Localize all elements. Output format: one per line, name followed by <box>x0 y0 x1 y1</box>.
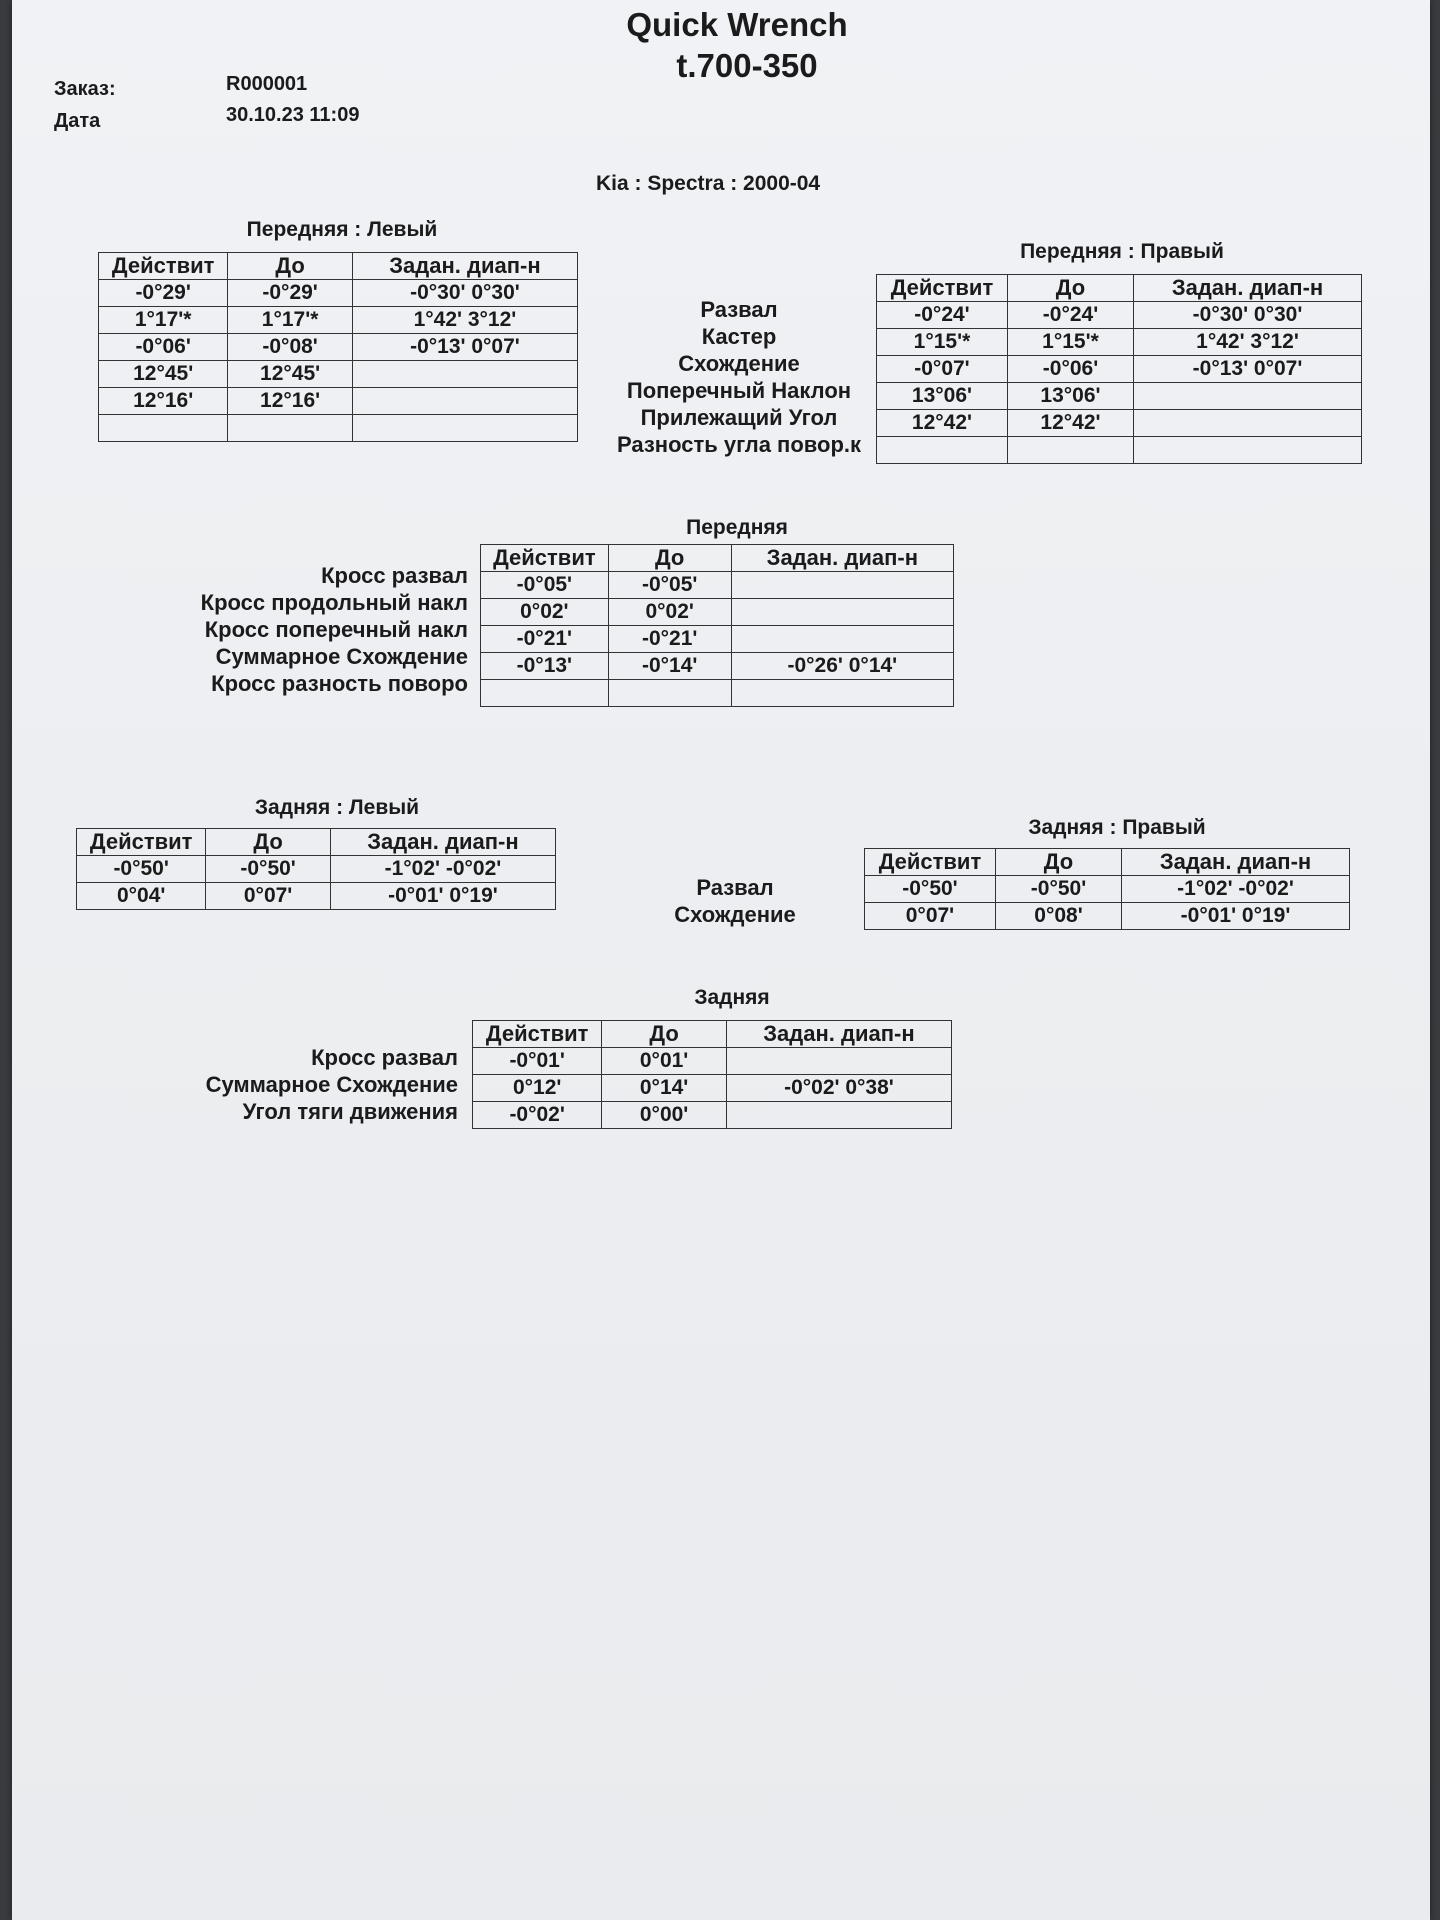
front-labels <box>584 296 894 458</box>
table-cell: 0°04' <box>77 883 206 910</box>
vehicle-info: Kia : Spectra : 2000-04 <box>596 172 821 195</box>
column-header-before: До <box>602 1021 727 1048</box>
table-cell <box>731 626 953 653</box>
table-cell: 12°42' <box>1007 410 1133 437</box>
table-cell: -0°21' <box>608 626 731 653</box>
column-header-before: До <box>206 829 331 856</box>
table-cell: 12°45' <box>228 361 353 388</box>
table-cell: 1°17'* <box>228 307 353 334</box>
front-cross-labels <box>152 562 468 697</box>
table-cell <box>481 680 609 707</box>
table-cell: -0°21' <box>481 626 609 653</box>
measurement-label: Кросс развал <box>321 563 468 588</box>
table-cell: 0°02' <box>608 599 731 626</box>
table-row <box>473 1102 952 1129</box>
front-cross-title: Передняя <box>686 516 788 539</box>
table-cell: -0°24' <box>1007 302 1133 329</box>
table-cell <box>726 1102 951 1129</box>
rear-cross-table <box>472 1020 952 1129</box>
table-cell: -0°13' 0°07' <box>352 334 577 361</box>
column-header-before: До <box>995 849 1121 876</box>
table-cell <box>228 415 353 442</box>
table-cell: -0°26' 0°14' <box>731 653 953 680</box>
table-cell: 12°16' <box>228 388 353 415</box>
rear-left-table <box>76 828 556 910</box>
table-row <box>865 903 1350 930</box>
measurement-label: Схождение <box>674 902 796 927</box>
column-header-before: До <box>608 545 731 572</box>
table-cell: 12°16' <box>99 388 228 415</box>
table-cell: -0°30' 0°30' <box>352 280 577 307</box>
measurement-label: Суммарное Схождение <box>205 1072 458 1097</box>
column-header-actual: Действит <box>473 1021 602 1048</box>
table-cell: 0°02' <box>481 599 609 626</box>
table-cell: 0°14' <box>602 1075 727 1102</box>
table-cell <box>1007 437 1133 464</box>
table-row <box>99 280 578 307</box>
column-header-before: До <box>1007 275 1133 302</box>
table-cell: -0°29' <box>99 280 228 307</box>
column-header-range: Задан. диап-н <box>731 545 953 572</box>
table-row <box>877 356 1362 383</box>
table-cell <box>352 361 577 388</box>
measurement-label: Разность угла повор.к <box>616 432 862 457</box>
table-cell: 1°42' 3°12' <box>1134 329 1362 356</box>
table-row <box>99 388 578 415</box>
table-cell: 13°06' <box>877 383 1008 410</box>
table-cell: 0°07' <box>865 903 996 930</box>
column-header-actual: Действит <box>77 829 206 856</box>
table-row <box>77 856 556 883</box>
table-cell: -0°50' <box>206 856 331 883</box>
table-row <box>877 329 1362 356</box>
table-cell: 0°01' <box>602 1048 727 1075</box>
title-line-2: t.700-350 <box>676 47 818 84</box>
table-row <box>481 572 954 599</box>
measurement-label: Развал <box>700 297 778 322</box>
rear-cross-labels <box>128 1044 458 1125</box>
table-cell: -0°13' <box>481 653 609 680</box>
table-cell: -0°06' <box>1007 356 1133 383</box>
table-cell <box>731 680 953 707</box>
front-right-table <box>876 274 1362 464</box>
table-cell: -0°01' <box>473 1048 602 1075</box>
table-row <box>473 1048 952 1075</box>
rear-labels <box>620 874 850 928</box>
table-cell <box>99 415 228 442</box>
table-cell: -0°08' <box>228 334 353 361</box>
front-left-title: Передняя : Левый <box>246 218 438 241</box>
table-cell <box>352 388 577 415</box>
measurement-label: Прилежащий Угол <box>640 405 838 430</box>
measurement-label: Схождение <box>678 351 800 376</box>
table-header-row <box>865 849 1350 876</box>
table-cell: -0°30' 0°30' <box>1134 302 1362 329</box>
table-row <box>481 599 954 626</box>
table-row <box>99 334 578 361</box>
rear-right-table <box>864 848 1350 930</box>
table-cell: -1°02' -0°02' <box>1122 876 1350 903</box>
table-cell: 12°42' <box>877 410 1008 437</box>
measurement-label: Кросс разность поворо <box>211 671 468 696</box>
measurement-label: Поперечный Наклон <box>626 378 852 403</box>
table-row <box>99 307 578 334</box>
table-cell: 1°17'* <box>99 307 228 334</box>
measurement-label: Развал <box>696 875 774 900</box>
date-label: Дата <box>54 110 101 132</box>
table-cell <box>1134 437 1362 464</box>
front-left-table <box>98 252 578 442</box>
table-cell: 1°42' 3°12' <box>352 307 577 334</box>
table-cell <box>731 599 953 626</box>
table-cell <box>731 572 953 599</box>
column-header-actual: Действит <box>865 849 996 876</box>
table-header-row <box>481 545 954 572</box>
column-header-range: Задан. диап-н <box>726 1021 951 1048</box>
table-cell: 0°08' <box>995 903 1121 930</box>
order-label: Заказ: <box>54 78 116 100</box>
column-header-actual: Действит <box>877 275 1008 302</box>
table-cell <box>1134 410 1362 437</box>
table-cell <box>352 415 577 442</box>
table-header-row <box>877 275 1362 302</box>
measurement-label: Угол тяги движения <box>242 1099 458 1124</box>
table-cell: -0°29' <box>228 280 353 307</box>
table-row <box>481 626 954 653</box>
table-row <box>99 415 578 442</box>
table-cell <box>877 437 1008 464</box>
rear-left-title: Задняя : Левый <box>254 796 420 819</box>
table-row <box>481 680 954 707</box>
rear-right-title: Задняя : Правый <box>1028 816 1206 839</box>
report-title <box>572 4 902 86</box>
table-row <box>99 361 578 388</box>
column-header-range: Задан. диап-н <box>1134 275 1362 302</box>
column-header-range: Задан. диап-н <box>330 829 555 856</box>
measurement-label: Кастер <box>701 324 777 349</box>
rear-cross-title: Задняя <box>694 986 770 1009</box>
table-cell: -0°50' <box>77 856 206 883</box>
table-cell: -0°50' <box>995 876 1121 903</box>
column-header-range: Задан. диап-н <box>352 253 577 280</box>
table-cell: -0°02' 0°38' <box>726 1075 951 1102</box>
column-header-range: Задан. диап-н <box>1122 849 1350 876</box>
table-cell <box>726 1048 951 1075</box>
table-cell: 13°06' <box>1007 383 1133 410</box>
column-header-actual: Действит <box>99 253 228 280</box>
table-row <box>877 383 1362 410</box>
table-cell: 0°00' <box>602 1102 727 1129</box>
table-cell: 0°07' <box>206 883 331 910</box>
front-cross-table <box>480 544 954 707</box>
table-cell: -1°02' -0°02' <box>330 856 555 883</box>
table-cell: -0°50' <box>865 876 996 903</box>
column-header-actual: Действит <box>481 545 609 572</box>
measurement-label: Кросс продольный накл <box>200 590 468 615</box>
table-cell: -0°24' <box>877 302 1008 329</box>
table-cell <box>608 680 731 707</box>
table-cell: -0°01' 0°19' <box>1122 903 1350 930</box>
table-header-row <box>99 253 578 280</box>
table-cell: -0°14' <box>608 653 731 680</box>
table-row <box>877 437 1362 464</box>
table-row <box>77 883 556 910</box>
table-cell: 1°15'* <box>877 329 1008 356</box>
table-cell: 12°45' <box>99 361 228 388</box>
table-cell: -0°05' <box>608 572 731 599</box>
table-row <box>877 302 1362 329</box>
table-header-row <box>473 1021 952 1048</box>
table-cell: 1°15'* <box>1007 329 1133 356</box>
table-cell <box>1134 383 1362 410</box>
measurement-label: Суммарное Схождение <box>215 644 468 669</box>
order-value: R000001 <box>226 73 308 95</box>
table-cell: -0°06' <box>99 334 228 361</box>
table-cell: -0°13' 0°07' <box>1134 356 1362 383</box>
measurement-label: Кросс развал <box>311 1045 458 1070</box>
table-cell: -0°02' <box>473 1102 602 1129</box>
front-right-title: Передняя : Правый <box>1020 240 1224 263</box>
date-value: 30.10.23 11:09 <box>226 104 360 126</box>
table-cell: -0°07' <box>877 356 1008 383</box>
table-cell: 0°12' <box>473 1075 602 1102</box>
table-row <box>865 876 1350 903</box>
table-row <box>877 410 1362 437</box>
table-cell: -0°01' 0°19' <box>330 883 555 910</box>
title-line-1: Quick Wrench <box>626 6 848 43</box>
measurement-label: Кросс поперечный накл <box>204 617 468 642</box>
table-header-row <box>77 829 556 856</box>
printed-sheet <box>12 0 1430 1920</box>
table-cell: -0°05' <box>481 572 609 599</box>
table-row <box>481 653 954 680</box>
column-header-before: До <box>228 253 353 280</box>
table-row <box>473 1075 952 1102</box>
